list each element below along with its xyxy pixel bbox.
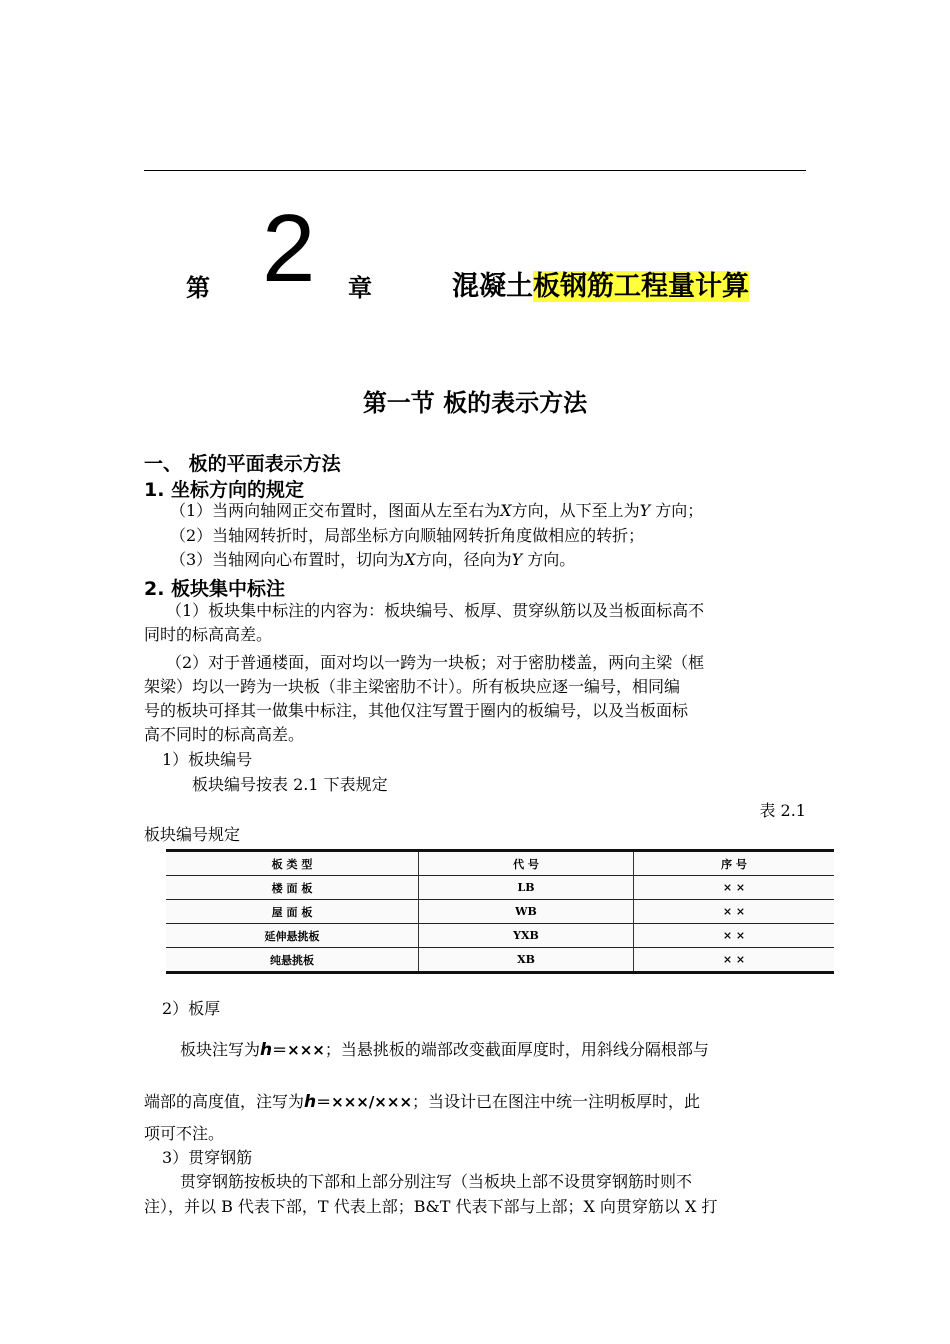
- item-label: 1）板块编号: [162, 750, 253, 769]
- paragraph-line: 号的板块可择其一做集中标注，其他仅注写置于圈内的板编号，以及当板面标: [144, 701, 689, 720]
- item-label: 2）板厚: [162, 999, 221, 1018]
- chapter-number: 2: [262, 195, 316, 302]
- item-label: 3）贯穿钢筋: [162, 1148, 253, 1167]
- table-row: [166, 948, 834, 973]
- thickness-formula: h＝×××: [260, 1040, 325, 1060]
- sub-heading-2: 2. 板块集中标注: [144, 578, 286, 600]
- paragraph-line: 板块编号按表 2.1 下表规定: [192, 775, 388, 794]
- chapter-suffix: 章: [348, 274, 372, 302]
- table-row: [166, 876, 834, 900]
- paragraph-line: （1）板块集中标注的内容为：板块编号、板厚、贯穿纵筋以及当板面标高不: [166, 601, 705, 620]
- table-cell: × ×: [634, 924, 835, 948]
- table-caption: 板块编号规定: [144, 825, 241, 844]
- thickness-formula-variable: h＝×××/×××: [304, 1092, 413, 1112]
- paragraph-line: （3）当轴网向心布置时，切向为X方向，径向为Y 方向。: [170, 550, 576, 569]
- paragraph-line: （2）对于普通楼面，面对均以一跨为一块板；对于密肋楼盖，两向主梁（框: [166, 653, 705, 672]
- paragraph-line: 架梁）均以一跨为一块板（非主梁密肋不计）。所有板块应逐一编号，相同编: [144, 677, 681, 696]
- table-cell: LB: [419, 876, 634, 900]
- table-number: 表 2.1: [759, 801, 806, 820]
- table-cell: XB: [419, 948, 634, 973]
- paragraph-line: （2）当轴网转折时，局部坐标方向顺轴网转折角度做相应的转折；: [170, 526, 645, 545]
- plate-code-table: [166, 849, 834, 974]
- table-header-cell: 代 号: [419, 851, 634, 876]
- section-title: 第一节 板的表示方法: [362, 389, 588, 417]
- chapter-title-highlight: 板钢筋工程量计算: [533, 271, 749, 302]
- table-header-row: [166, 851, 834, 876]
- chapter-title: [452, 264, 749, 303]
- paragraph-line: 高不同时的标高高差。: [144, 725, 305, 744]
- table-cell: 屋 面 板: [166, 900, 419, 924]
- table-row: [166, 924, 834, 948]
- heading-1: 一、 板的平面表示方法: [144, 453, 341, 475]
- paragraph-line: 端部的高度值，注写为h＝×××/×××；当设计已在图注中统一注明板厚时，此: [144, 1092, 701, 1112]
- table-cell: WB: [419, 900, 634, 924]
- table-cell: × ×: [634, 900, 835, 924]
- sub-heading-1: 1. 坐标方向的规定: [144, 479, 305, 501]
- paragraph-line: 项可不注。: [144, 1124, 225, 1143]
- table-cell: 延伸悬挑板: [166, 924, 419, 948]
- table-cell: × ×: [634, 948, 835, 973]
- paragraph-line: 板块注写为h＝×××；当悬挑板的端部改变截面厚度时，用斜线分隔根部与: [180, 1040, 709, 1060]
- paragraph-line: 贯穿钢筋按板块的下部和上部分别注写（当板块上部不设贯穿钢筋时则不: [180, 1172, 693, 1191]
- table-header-cell: 序 号: [634, 851, 835, 876]
- paragraph-line: （1）当两向轴网正交布置时，图面从左至右为X方向，从下至上为Y 方向；: [170, 501, 704, 520]
- table-cell: 楼 面 板: [166, 876, 419, 900]
- table-row: [166, 900, 834, 924]
- table-cell: YXB: [419, 924, 634, 948]
- paragraph-line: 同时的标高高差。: [144, 625, 273, 644]
- chapter-prefix: 第: [186, 274, 210, 302]
- table-cell: 纯悬挑板: [166, 948, 419, 973]
- chapter-title-plain: 混凝土: [452, 271, 533, 302]
- table-header-cell: 板 类 型: [166, 851, 419, 876]
- table-cell: × ×: [634, 876, 835, 900]
- paragraph-line: 注），并以 B 代表下部，T 代表上部；B&T 代表下部与上部；X 向贯穿筋以 X 打: [144, 1197, 718, 1216]
- top-rule: [144, 170, 806, 171]
